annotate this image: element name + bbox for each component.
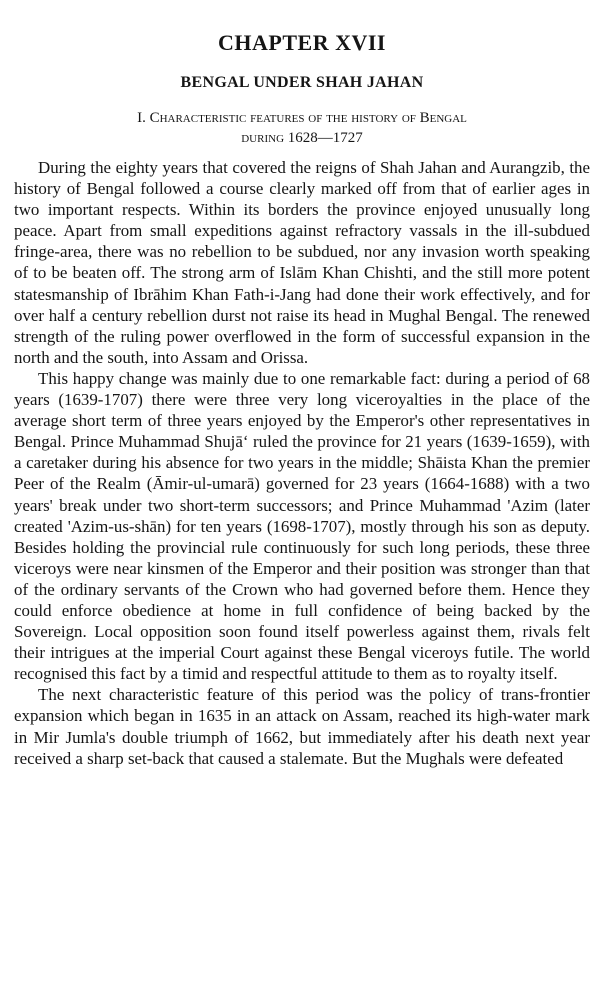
section-numeral: I. <box>137 110 146 126</box>
section-heading-line2: during 1628—1727 <box>241 130 363 146</box>
paragraph-1: During the eighty years that covered the reigns of Shah Jahan and Aurangzib, the history of Bengal followed a course clearly marked off from that of earlier ages in two important respects. Within its borders the province enjoyed unusually long peace. Apart from small expeditions against refractory vassals in the ill-subdued fringe-area, there was no rebellion to be subdued, nor any invasion worth speaking of to be beaten off. The strong arm of Islām Khan Chishti, and the still more potent statesmanship of Ibrāhim Khan Fath-i-Jang had done their work effectively, and for over half a century rebellion durst not raise its head in Mughal Bengal. The renewed strength of the ruling power overflowed in the form of successful expansion in the north and the south, into Assam and Orissa. <box>14 158 590 367</box>
chapter-heading: CHAPTER XVII <box>218 30 386 55</box>
chapter-title: BENGAL UNDER SHAH JAHAN <box>180 74 424 91</box>
section-heading <box>14 108 590 148</box>
paragraph-3: The next characteristic feature of this period was the policy of trans-frontier expansion which began in 1635 in an attack on Assam, reached its high-water mark in Mir Jumla's double triumph of 1662, but immediately after his death next year received a sharp set-back that caused a stalemate. But the Mughals were defeated <box>14 685 590 768</box>
paragraph-2: This happy change was mainly due to one remarkable fact: during a period of 68 years (1639-1707) there were three very long viceroyalties in the place of the average short term of three years enjoyed by the Emperor's other representatives in Bengal. Prince Muhammad Shujā‘ ruled the province for 21 years (1639-1659), with a caretaker during his absence for two years in the middle; Shāista Khan the premier Peer of the Realm (Āmir-ul-umarā) governed for 23 years (1664-1688) with a two years' break under two short-term successors; and Prince Muhammad 'Azim (later created 'Azim-us-shān) for ten years (1698-1707), mostly through his son as deputy. Besides holding the provincial rule continuously for such long periods, these three viceroys were near kinsmen of the Emperor and their position was stronger than that of the ordinary servants of the Crown who had governed before them. Hence they could enforce obedience at home in full confidence of being backed by the Sovereign. Local opposition soon found itself powerless against them, rivals felt their intrigues at the imperial Court against these Bengal viceroys futile. The world recognised this fact by a timid and respectful attitude to them as to royalty itself. <box>14 368 590 684</box>
section-heading-line1: Characteristic features of the history of Bengal <box>149 110 467 126</box>
